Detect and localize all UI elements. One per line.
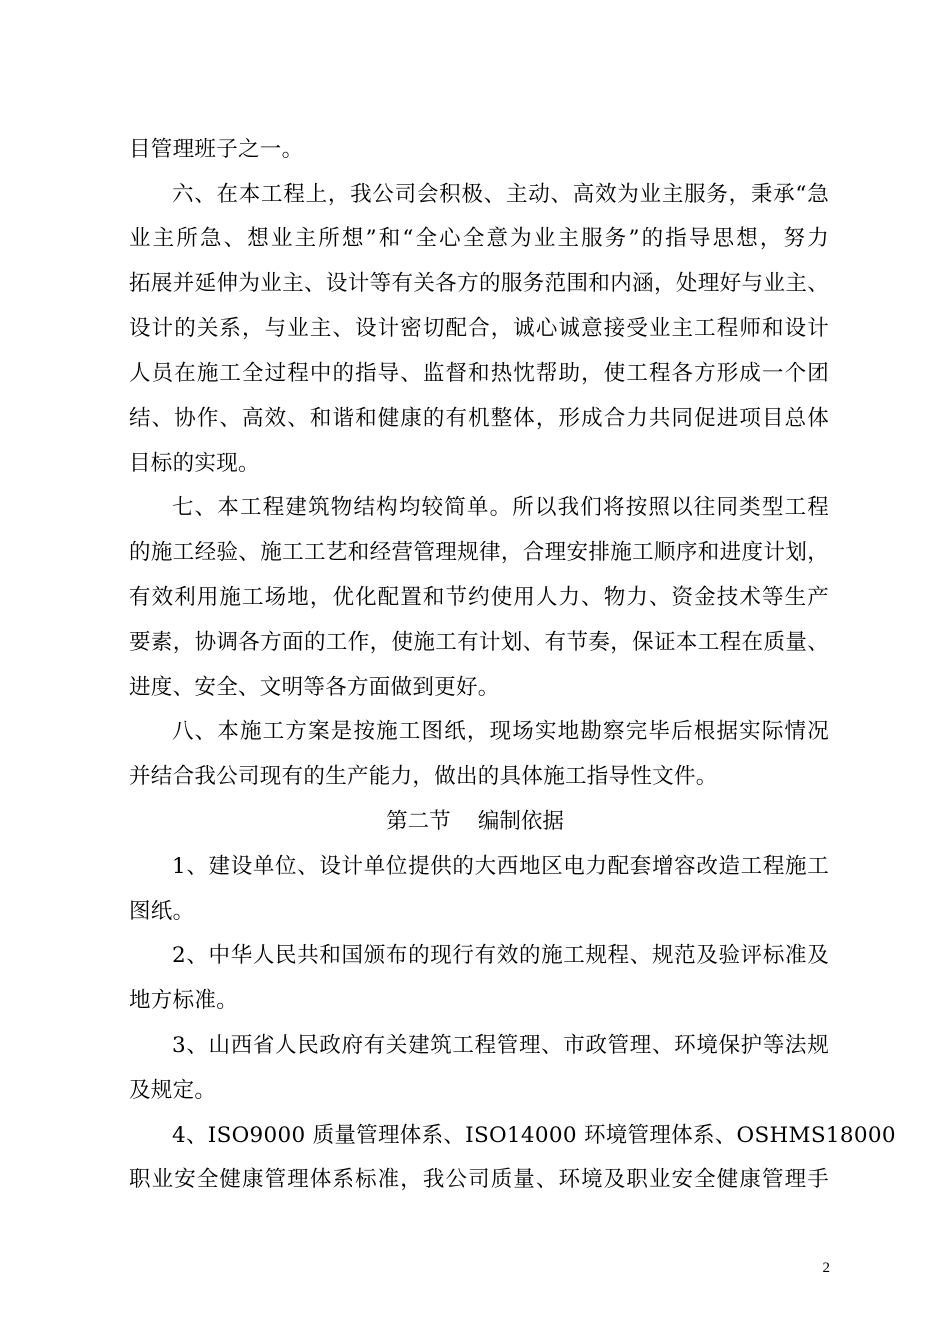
list-item-line: 4、ISO9000 质量管理体系、ISO14000 环境管理体系、OSHMS18000 (172, 1123, 896, 1148)
paragraph-line: 目标的实现。 (129, 451, 260, 476)
paragraph-line: 六、在本工程上，我公司会积极、主动、高效为业主服务，秉承“急 (172, 182, 829, 207)
list-item-line: 图纸。 (129, 899, 195, 924)
list-item-line: 及规定。 (129, 1078, 217, 1103)
list-item-line: 3、山西省人民政府有关建筑工程管理、市政管理、环境保护等法规 (172, 1033, 829, 1058)
paragraph-line: 八、本施工方案是按施工图纸，现场实地勘察完毕后根据实际情况 (172, 719, 829, 744)
paragraph-line: 并结合我公司现有的生产能力，做出的具体施工指导性文件。 (129, 764, 718, 789)
list-item-line: 地方标准。 (129, 988, 239, 1013)
paragraph-line: 结、协作、高效、和谐和健康的有机整体，形成合力共同促进项目总体 (129, 406, 829, 431)
paragraph-line: 进度、安全、文明等各方面做到更好。 (129, 675, 500, 700)
list-item-line: 2、中华人民共和国颁布的现行有效的施工规程、规范及验评标准及 (172, 943, 829, 968)
section-heading: 第二节 编制依据 (386, 809, 564, 834)
paragraph-line: 七、本工程建筑物结构均较简单。所以我们将按照以往同类型工程 (172, 495, 829, 520)
paragraph-line: 设计的关系，与业主、设计密切配合，诚心诚意接受业主工程师和设计 (129, 316, 829, 341)
paragraph-line: 要素，协调各方面的工作，使施工有计划、有节奏，保证本工程在质量、 (129, 630, 829, 655)
list-item-line: 职业安全健康管理体系标准，我公司质量、环境及职业安全健康管理手 (129, 1167, 829, 1192)
paragraph-line: 业主所急、想业主所想”和“全心全意为业主服务”的指导思想，努力 (129, 226, 829, 251)
paragraph-line: 的施工经验、施工工艺和经营管理规律，合理安排施工顺序和进度计划， (129, 540, 829, 565)
paragraph-line: 拓展并延伸为业主、设计等有关各方的服务范围和内涵，处理好与业主、 (129, 271, 829, 296)
paragraph-line: 目管理班子之一。 (129, 137, 304, 162)
page-number: 2 (822, 1260, 830, 1276)
paragraph-line: 有效利用施工场地，优化配置和节约使用人力、物力、资金技术等生产 (129, 585, 829, 610)
list-item-line: 1、建设单位、设计单位提供的大西地区电力配套增容改造工程施工 (172, 854, 829, 879)
paragraph-line: 人员在施工全过程中的指导、监督和热忱帮助，使工程各方形成一个团 (129, 361, 829, 386)
